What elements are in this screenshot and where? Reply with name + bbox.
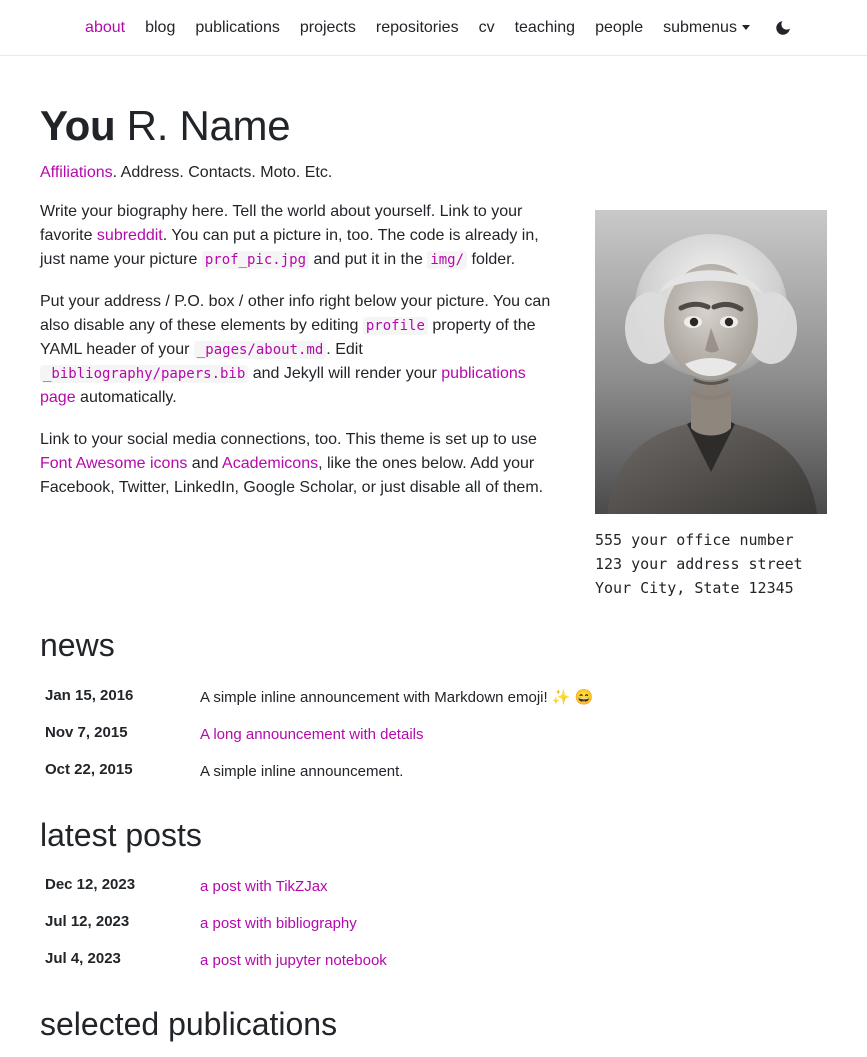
news-description <box>200 724 423 745</box>
address-line-1: 555 your office number <box>595 531 794 550</box>
page-title-rest: R. Name <box>115 102 291 149</box>
profile-photo-svg <box>595 210 827 514</box>
main-navbar <box>0 0 867 56</box>
bio-p3-a: Link to your social media connections, too. This theme is set up to use <box>40 431 537 449</box>
bio-p2-c: . Edit <box>326 341 363 359</box>
post-link[interactable]: a post with bibliography <box>200 915 357 933</box>
news-description <box>200 687 593 708</box>
bio-p1-d: folder. <box>467 251 516 269</box>
subreddit-link[interactable]: subreddit <box>96 227 163 245</box>
news-date: Oct 22, 2015 <box>45 760 133 778</box>
news-row <box>40 679 827 716</box>
page-subtitle <box>40 164 827 182</box>
theme-toggle-button[interactable] <box>774 19 792 37</box>
page-container <box>0 102 867 1043</box>
code-profile: profile <box>363 317 428 335</box>
profile-picture <box>595 210 827 514</box>
code-prof-pic: prof_pic.jpg <box>202 251 309 269</box>
nav-item-projects[interactable]: projects <box>299 18 356 36</box>
post-row <box>40 942 827 979</box>
news-detail-link[interactable]: A long announcement with details <box>200 725 424 743</box>
news-date: Nov 7, 2015 <box>45 723 128 741</box>
post-description <box>200 913 357 934</box>
nav-item-submenus-label: submenus <box>663 18 737 36</box>
font-awesome-link[interactable]: Font Awesome icons <box>40 455 188 473</box>
moon-icon <box>774 19 792 37</box>
news-list <box>40 679 827 790</box>
address-line-3: Your City, State 12345 <box>595 579 794 598</box>
post-link[interactable]: a post with TikZJax <box>200 878 328 896</box>
bio-p2-b: property of the YAML header of your <box>40 317 536 359</box>
bio-p2-e: automatically. <box>75 389 177 407</box>
nav-item-publications[interactable]: publications <box>195 18 280 36</box>
affiliations-link[interactable]: Affiliations <box>40 164 113 182</box>
news-description: A simple inline announcement. <box>200 762 404 780</box>
bio-paragraph-1 <box>40 200 565 272</box>
nav-item-blog[interactable]: blog <box>145 18 176 36</box>
post-date: Dec 12, 2023 <box>45 876 136 894</box>
post-date: Jul 4, 2023 <box>45 950 121 968</box>
selected-publications-heading: selected publications <box>40 1006 338 1043</box>
bio-p3-c: , like the ones below. Add your Facebook, Twitter, LinkedIn, Google Scholar, or just disable all of them. <box>40 455 544 497</box>
post-date: Jul 12, 2023 <box>45 913 130 931</box>
nav-list <box>75 19 792 37</box>
news-row <box>40 753 827 790</box>
bio-p2-d: and Jekyll will render your <box>248 365 442 383</box>
code-papers-bib: _bibliography/papers.bib <box>40 365 248 383</box>
news-emoji: ✨ 😄 <box>551 688 594 706</box>
latest-posts-heading: latest posts <box>40 816 202 853</box>
bio-paragraph-3 <box>40 428 565 500</box>
address-block <box>595 528 827 600</box>
news-date: Jan 15, 2016 <box>45 686 134 704</box>
post-row <box>40 868 827 905</box>
academicons-link[interactable]: Academicons <box>222 455 319 473</box>
nav-item-cv[interactable]: cv <box>478 18 495 36</box>
news-text: A simple inline announcement with Markdown emoji! <box>200 688 552 706</box>
bio-p2-a: Put your address / P.O. box / other info right below your picture. You can also disable any of these elements by editing <box>40 293 551 335</box>
bio-p3-b: and <box>187 455 223 473</box>
bio-p1-a: Write your biography here. Tell the world about yourself. Link to your favorite <box>40 203 523 245</box>
news-row <box>40 716 827 753</box>
profile-column <box>595 210 827 600</box>
bio-p1-b: . You can put a picture in, too. The code is already in, just name your picture <box>40 227 539 269</box>
post-description <box>200 876 328 897</box>
posts-list <box>40 868 827 979</box>
news-heading: news <box>40 627 115 664</box>
nav-item-repositories[interactable]: repositories <box>375 18 459 36</box>
post-description <box>200 950 387 971</box>
code-pages-about: _pages/about.md <box>194 341 326 359</box>
nav-item-submenus[interactable] <box>653 20 760 36</box>
bio-paragraph-2 <box>40 290 565 410</box>
page-title <box>40 102 827 150</box>
page-title-strong: You <box>40 102 116 149</box>
subtitle-rest: . Address. Contacts. Moto. Etc. <box>112 164 333 182</box>
post-row <box>40 905 827 942</box>
publications-page-link[interactable]: publications page <box>40 365 526 407</box>
post-link[interactable]: a post with jupyter notebook <box>200 952 387 970</box>
bio-p1-c: and put it in the <box>309 251 428 269</box>
code-img-folder: img/ <box>427 251 467 269</box>
nav-item-people[interactable]: people <box>595 18 644 36</box>
chevron-down-icon <box>742 25 750 30</box>
about-content <box>40 200 827 600</box>
nav-item-teaching[interactable]: teaching <box>514 18 576 36</box>
address-line-2: 123 your address street <box>595 555 803 574</box>
nav-item-about[interactable]: about <box>85 18 126 36</box>
